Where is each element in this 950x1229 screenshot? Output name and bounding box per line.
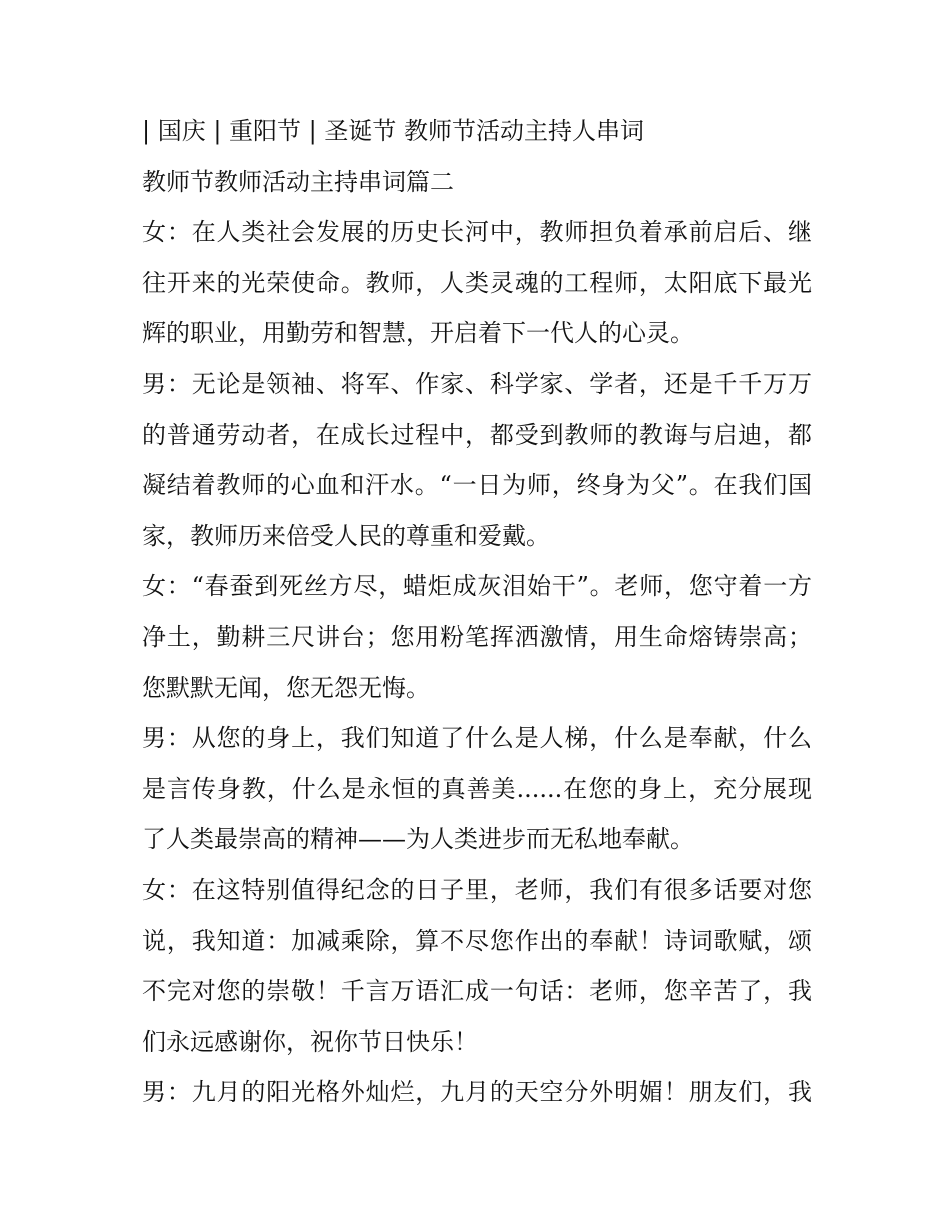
- text-line: 了人类最崇高的精神——为人类进步而无私地奉献。: [142, 825, 694, 854]
- section-title: 教师节教师活动主持串词篇二: [142, 167, 454, 196]
- text-line: 男：九月的阳光格外灿烂，九月的天空分外明媚！朋友们，我: [142, 1078, 812, 1107]
- nav-links-line: | 国庆 | 重阳节 | 圣诞节 教师节活动主持人串词: [142, 117, 645, 145]
- text-line: 男：无论是领袖、将军、作家、科学家、学者，还是千千万万: [142, 369, 812, 398]
- text-line: 不完对您的崇敬！千言万语汇成一句话：老师，您辛苦了，我: [142, 977, 812, 1006]
- text-line: 是言传身教，什么是永恒的真善美......在您的身上，充分展现: [142, 774, 812, 803]
- text-line: 说，我知道：加减乘除，算不尽您作出的奉献！诗词歌赋，颂: [142, 926, 812, 955]
- text-line: 女：在人类社会发展的历史长河中，教师担负着承前启后、继: [142, 218, 812, 247]
- text-line: 净土，勤耕三尺讲台；您用粉笔挥洒激情，用生命熔铸崇高；: [142, 622, 812, 651]
- text-line: 凝结着教师的心血和汗水。“一日为师，终身为父”。在我们国: [142, 471, 812, 500]
- text-line: 家，教师历来倍受人民的尊重和爱戴。: [142, 521, 550, 550]
- text-line: 女：在这特别值得纪念的日子里，老师，我们有很多话要对您: [142, 875, 812, 904]
- text-line: 男：从您的身上，我们知道了什么是人梯，什么是奉献，什么: [142, 724, 812, 753]
- text-line: 您默默无闻，您无怨无悔。: [142, 673, 430, 702]
- text-line: 辉的职业，用勤劳和智慧，开启着下一代人的心灵。: [142, 319, 694, 348]
- text-line: 往开来的光荣使命。教师，人类灵魂的工程师，太阳底下最光: [142, 268, 812, 297]
- text-line: 们永远感谢你，祝你节日快乐！: [142, 1027, 478, 1056]
- text-line: 的普通劳动者，在成长过程中，都受到教师的教诲与启迪，都: [142, 420, 812, 449]
- document-body: [142, 106, 812, 1118]
- text-line: 女：“春蚕到死丝方尽，蜡炬成灰泪始干”。老师，您守着一方: [142, 572, 812, 601]
